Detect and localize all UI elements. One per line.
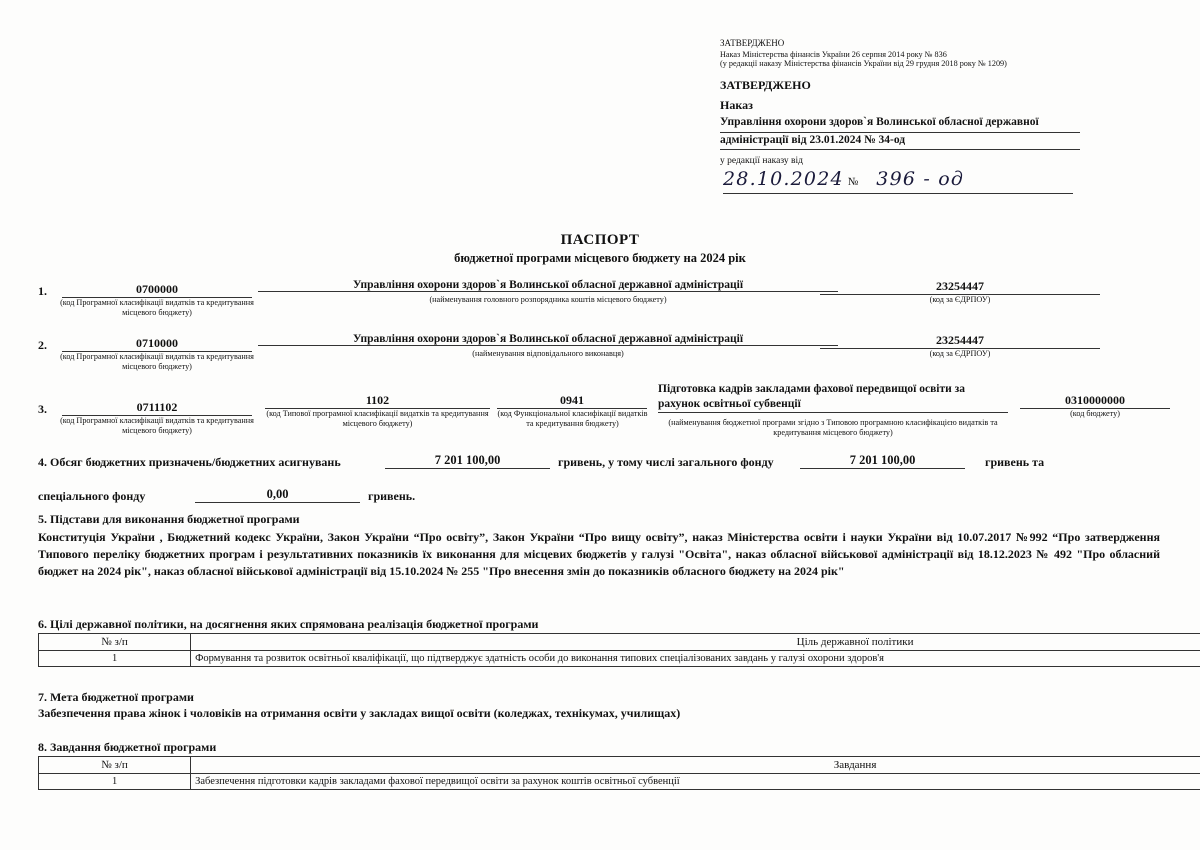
row-2-name: Управління охорони здоров`я Волинської обласної державної адміністрації <box>258 333 838 346</box>
issuing-org-line-2: адміністрації від 23.01.2024 № 34-од <box>720 133 1080 151</box>
row-3-program-name: Підготовка кадрів закладами фахової передвищої освіти за рахунок освітньої субвенції <box>658 382 1008 413</box>
approval-block <box>720 38 1190 166</box>
row-2-edrpou: 23254447 <box>820 333 1100 349</box>
row-1-code: 0700000 <box>62 282 252 298</box>
row-2-edrpou-caption: (код за ЄДРПОУ) <box>929 349 991 358</box>
ministry-order-line-1: Наказ Міністерства фінансів України 26 серпня 2014 року № 836 <box>720 50 947 59</box>
section-8-label: 8. Завдання бюджетної програми <box>38 740 217 754</box>
row-3-budget-code: 0310000000 <box>1020 393 1170 409</box>
section-4-hryvnia-label: гривень. <box>368 489 416 503</box>
section-5-label: 5. Підстави для виконання бюджетної програми <box>38 512 300 526</box>
row-3-tpkvk-code: 1102 <box>265 393 490 409</box>
section-8-row-1-task: Забезпечення підготовки кадрів закладами фахової передвищої освіти за рахунок коштів освітньої субвенції <box>191 774 1200 790</box>
section-6-header-num: № з/п <box>39 634 191 651</box>
section-8-row-1-num: 1 <box>39 774 191 790</box>
section-4-total-amount: 7 201 100,00 <box>385 453 550 469</box>
number-sign: № <box>847 176 859 188</box>
row-3-program-code-caption: (код Програмної класифікації видатків та кредитування місцевого бюджету) <box>60 416 254 436</box>
section-4-special-label: спеціального фонду <box>38 489 146 503</box>
section-6-label: 6. Цілі державної політики, на досягнення яких спрямована реалізація бюджетної програми <box>38 617 539 631</box>
row-2-code: 0710000 <box>62 336 252 352</box>
section-8-header-num: № з/п <box>39 757 191 774</box>
row-3-number: 3. <box>38 402 47 416</box>
handwritten-number: 396 - од <box>876 168 965 190</box>
row-1-name-caption: (найменування головного розпорядника коштів місцевого бюджету) <box>429 295 667 304</box>
section-8-table <box>38 756 1200 790</box>
approved-label-small: ЗАТВЕРДЖЕНО <box>720 38 785 48</box>
section-7-label: 7. Мета бюджетної програми <box>38 690 194 704</box>
section-4-general-fund-amount: 7 201 100,00 <box>800 453 965 469</box>
row-3-program-code: 0711102 <box>62 400 252 416</box>
section-6-row-1-goal: Формування та розвиток освітньої кваліфікації, що підтверджує здатність особи до виконання типових спеціалізованих завдань у галузі охорони здоров'я <box>191 651 1200 667</box>
row-3-functional-code: 0941 <box>497 393 647 409</box>
section-7-body: Забезпечення права жінок і чоловіків на отримання освіти у закладах вищої освіти (коледжах, технікумах, училищах) <box>38 706 681 720</box>
section-4-tail-text: гривень та <box>985 455 1045 469</box>
section-6-header-goal: Ціль державної політики <box>191 634 1200 651</box>
row-2-name-caption: (найменування відповідального виконавця) <box>472 349 624 358</box>
row-1-code-caption: (код Програмної класифікації видатків та кредитування місцевого бюджету) <box>60 298 254 318</box>
table-row <box>39 651 1200 667</box>
row-1-edrpou-caption: (код за ЄДРПОУ) <box>929 295 991 304</box>
row-3-tpkvk-caption: (код Типової програмної класифікації видатків та кредитування місцевого бюджету) <box>266 409 489 429</box>
row-1-name: Управління охорони здоров`я Волинської обласної державної адміністрації <box>258 279 838 292</box>
section-6-table <box>38 633 1200 667</box>
section-4-label: 4. Обсяг бюджетних призначень/бюджетних асигнувань <box>38 455 341 469</box>
row-2-code-caption: (код Програмної класифікації видатків та кредитування місцевого бюджету) <box>60 352 254 372</box>
row-3-program-name-caption: (найменування бюджетної програми згідно з Типовою програмною класифікацією видатків та кредитування місцевого бюджету) <box>668 418 998 438</box>
row-1-number: 1. <box>38 284 47 298</box>
document-title: ПАСПОРТ <box>560 232 640 248</box>
handwritten-date: 28.10.2024 <box>723 168 844 190</box>
nakaz-label: Наказ <box>720 98 753 112</box>
section-8-header-task: Завдання <box>191 757 1200 774</box>
table-header-row <box>39 757 1200 774</box>
row-3-budget-code-caption: (код бюджету) <box>1070 409 1120 418</box>
section-4-special-fund-amount: 0,00 <box>195 487 360 503</box>
row-3-functional-caption: (код Функціональної класифікації видатків та кредитування бюджету) <box>497 409 648 429</box>
section-6-row-1-num: 1 <box>39 651 191 667</box>
ministry-order-line-2: (у редакції наказу Міністерства фінансів України від 29 грудня 2018 року № 1209) <box>720 59 1007 68</box>
approved-label-big: ЗАТВЕРДЖЕНО <box>720 78 811 92</box>
document-subtitle: бюджетної програми місцевого бюджету на 2024 рік <box>454 251 746 265</box>
issuing-org-line-1: Управління охорони здоров`я Волинської обласної державної <box>720 115 1080 133</box>
section-5-body: Конституція України , Бюджетний кодекс України, Закон України “Про освіту”, Закон України “Про вищу освіту”, наказ Міністерства освіти і науки України від 10.07.2017 №992 “Про затвердження Типового переліку бюджетних програм і результативних показників їх виконання для місцевих бюджетів у галузі "Освіта", наказ обласної військової адміністрації від 18.12.2023 № 492 "Про обласний бюджет на 2024 рік", наказ обласної військової адміністрації від 15.10.2024 № 255 "Про внесення змін до показників обласного бюджету на 2024 рік" <box>38 530 1160 579</box>
table-header-row <box>39 634 1200 651</box>
table-row <box>39 774 1200 790</box>
row-2-number: 2. <box>38 338 47 352</box>
redaction-label: у редакції наказу від <box>720 156 803 167</box>
row-1-edrpou: 23254447 <box>820 279 1100 295</box>
section-4-mid-text: гривень, у тому числі загального фонду <box>558 455 774 469</box>
handwritten-order-line <box>723 168 1073 194</box>
